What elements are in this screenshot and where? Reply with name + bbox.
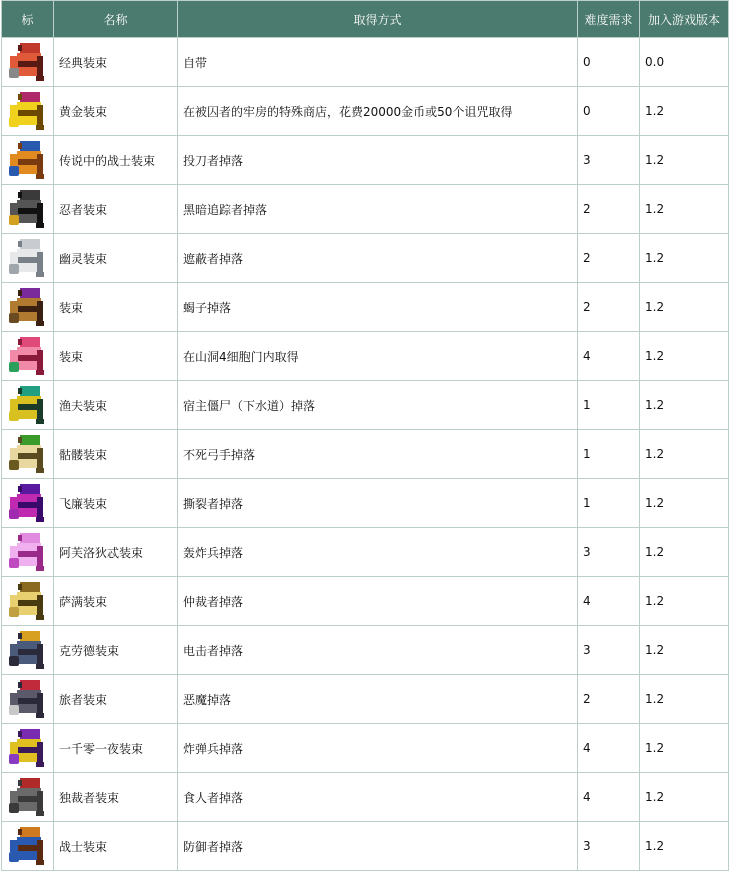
- table-row: [2, 87, 729, 136]
- name-cell: 飞廉装束: [54, 479, 178, 528]
- costume-legendary-warrior-icon: [6, 138, 50, 182]
- method-cell: 遮蔽者掉落: [178, 234, 578, 283]
- table-row: [2, 381, 729, 430]
- icon-cell: [2, 185, 54, 234]
- header-name: 名称: [54, 1, 178, 38]
- version-cell: 1.2: [640, 381, 729, 430]
- costume-table: [1, 0, 729, 871]
- header-difficulty: 难度需求: [578, 1, 640, 38]
- table-row: [2, 577, 729, 626]
- method-cell: 电击者掉落: [178, 626, 578, 675]
- costume-ghost-icon: [6, 236, 50, 280]
- method-cell: 轰炸兵掉落: [178, 528, 578, 577]
- difficulty-cell: 4: [578, 724, 640, 773]
- difficulty-cell: 1: [578, 479, 640, 528]
- icon-cell: [2, 675, 54, 724]
- version-cell: 1.2: [640, 626, 729, 675]
- table-row: [2, 136, 729, 185]
- difficulty-cell: 3: [578, 822, 640, 871]
- method-cell: 防御者掉落: [178, 822, 578, 871]
- name-cell: 忍者装束: [54, 185, 178, 234]
- name-cell: 装束: [54, 283, 178, 332]
- version-cell: 1.2: [640, 528, 729, 577]
- difficulty-cell: 0: [578, 38, 640, 87]
- header-icon: 标: [2, 1, 54, 38]
- icon-cell: [2, 626, 54, 675]
- table-row: [2, 38, 729, 87]
- name-cell: 阿芙洛狄忒装束: [54, 528, 178, 577]
- costume-traveler-icon: [6, 677, 50, 721]
- name-cell: 萨满装束: [54, 577, 178, 626]
- name-cell: 旅者装束: [54, 675, 178, 724]
- table-row: [2, 626, 729, 675]
- table-row: [2, 675, 729, 724]
- table-row: [2, 332, 729, 381]
- name-cell: 幽灵装束: [54, 234, 178, 283]
- version-cell: 1.2: [640, 479, 729, 528]
- name-cell: 渔夫装束: [54, 381, 178, 430]
- icon-cell: [2, 283, 54, 332]
- difficulty-cell: 4: [578, 577, 640, 626]
- icon-cell: [2, 528, 54, 577]
- difficulty-cell: 3: [578, 136, 640, 185]
- version-cell: 1.2: [640, 283, 729, 332]
- icon-cell: [2, 87, 54, 136]
- name-cell: 黄金装束: [54, 87, 178, 136]
- method-cell: 恶魔掉落: [178, 675, 578, 724]
- costume-gold-icon: [6, 89, 50, 133]
- name-cell: 经典装束: [54, 38, 178, 87]
- difficulty-cell: 4: [578, 773, 640, 822]
- name-cell: 独裁者装束: [54, 773, 178, 822]
- costume-feilian-icon: [6, 481, 50, 525]
- difficulty-cell: 3: [578, 528, 640, 577]
- method-cell: 撕裂者掉落: [178, 479, 578, 528]
- name-cell: 战士装束: [54, 822, 178, 871]
- costume-aphrodite-icon: [6, 530, 50, 574]
- icon-cell: [2, 430, 54, 479]
- method-cell: 蝎子掉落: [178, 283, 578, 332]
- method-cell: 宿主僵尸（下水道）掉落: [178, 381, 578, 430]
- icon-cell: [2, 724, 54, 773]
- table-row: [2, 234, 729, 283]
- method-cell: 不死弓手掉落: [178, 430, 578, 479]
- name-cell: 装束: [54, 332, 178, 381]
- version-cell: 1.2: [640, 87, 729, 136]
- version-cell: 1.2: [640, 724, 729, 773]
- version-cell: 0.0: [640, 38, 729, 87]
- difficulty-cell: 2: [578, 234, 640, 283]
- difficulty-cell: 3: [578, 626, 640, 675]
- version-cell: 1.2: [640, 136, 729, 185]
- table-row: [2, 283, 729, 332]
- method-cell: 在山洞4细胞门内取得: [178, 332, 578, 381]
- table-row: [2, 724, 729, 773]
- version-cell: 1.2: [640, 577, 729, 626]
- name-cell: 克劳德装束: [54, 626, 178, 675]
- costume-scorpion-icon: [6, 285, 50, 329]
- costume-skeleton-icon: [6, 432, 50, 476]
- method-cell: 黑暗追踪者掉落: [178, 185, 578, 234]
- costume-ninja-icon: [6, 187, 50, 231]
- difficulty-cell: 0: [578, 87, 640, 136]
- version-cell: 1.2: [640, 185, 729, 234]
- table-body: [2, 38, 729, 871]
- icon-cell: [2, 38, 54, 87]
- method-cell: 食人者掉落: [178, 773, 578, 822]
- method-cell: 投刀者掉落: [178, 136, 578, 185]
- costume-classic-icon: [6, 40, 50, 84]
- costume-shaman-icon: [6, 579, 50, 623]
- method-cell: 仲裁者掉落: [178, 577, 578, 626]
- costume-dictator-icon: [6, 775, 50, 819]
- costume-cave-icon: [6, 334, 50, 378]
- table-row: [2, 430, 729, 479]
- name-cell: 传说中的战士装束: [54, 136, 178, 185]
- icon-cell: [2, 332, 54, 381]
- icon-cell: [2, 822, 54, 871]
- name-cell: 骷髅装束: [54, 430, 178, 479]
- version-cell: 1.2: [640, 430, 729, 479]
- costume-warrior-icon: [6, 824, 50, 868]
- table-row: [2, 773, 729, 822]
- difficulty-cell: 4: [578, 332, 640, 381]
- header-row: [2, 1, 729, 38]
- method-cell: 炸弹兵掉落: [178, 724, 578, 773]
- header-version: 加入游戏版本: [640, 1, 729, 38]
- table-row: [2, 822, 729, 871]
- difficulty-cell: 2: [578, 675, 640, 724]
- difficulty-cell: 2: [578, 283, 640, 332]
- costume-arabian-nights-icon: [6, 726, 50, 770]
- icon-cell: [2, 381, 54, 430]
- table-row: [2, 479, 729, 528]
- icon-cell: [2, 577, 54, 626]
- difficulty-cell: 2: [578, 185, 640, 234]
- table-row: [2, 185, 729, 234]
- table-row: [2, 528, 729, 577]
- costume-fisherman-icon: [6, 383, 50, 427]
- version-cell: 1.2: [640, 675, 729, 724]
- icon-cell: [2, 773, 54, 822]
- table-header: [2, 1, 729, 38]
- difficulty-cell: 1: [578, 381, 640, 430]
- method-cell: 在被囚者的牢房的特殊商店，花费20000金币或50个诅咒取得: [178, 87, 578, 136]
- version-cell: 1.2: [640, 234, 729, 283]
- icon-cell: [2, 136, 54, 185]
- version-cell: 1.2: [640, 332, 729, 381]
- costume-cloud-icon: [6, 628, 50, 672]
- method-cell: 自带: [178, 38, 578, 87]
- version-cell: 1.2: [640, 822, 729, 871]
- name-cell: 一千零一夜装束: [54, 724, 178, 773]
- difficulty-cell: 1: [578, 430, 640, 479]
- header-method: 取得方式: [178, 1, 578, 38]
- version-cell: 1.2: [640, 773, 729, 822]
- icon-cell: [2, 234, 54, 283]
- icon-cell: [2, 479, 54, 528]
